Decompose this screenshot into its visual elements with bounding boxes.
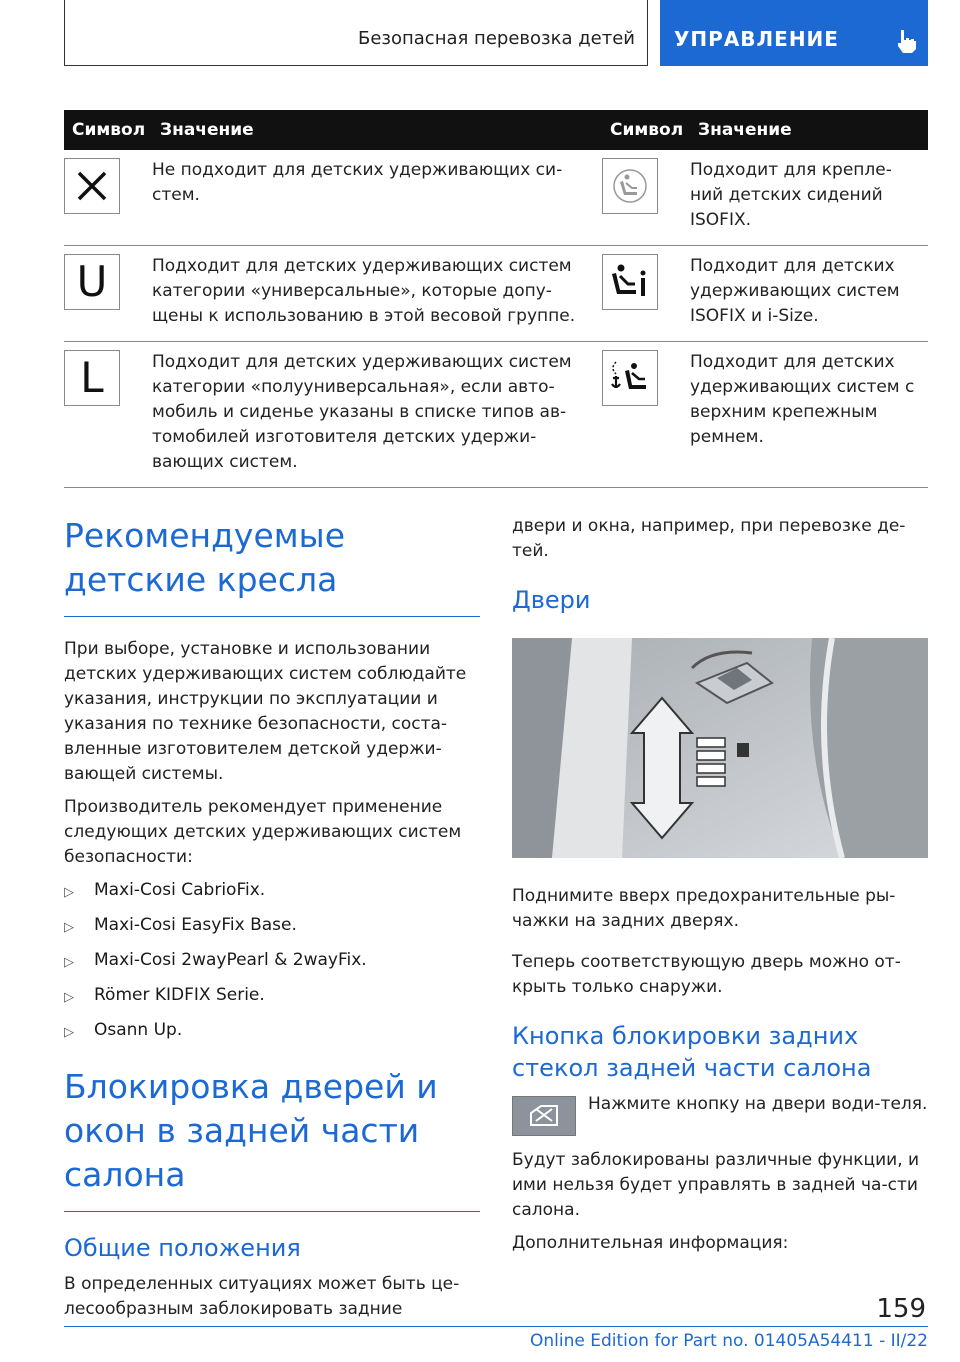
table-cell-text: Подходит для крепле-ний детских сидений ISOFIX. (690, 150, 928, 246)
paragraph: Будут заблокированы различные функции, и ими нельзя будет управлять в задней ча-сти салона. (512, 1150, 920, 1220)
list-item: ▷ Maxi-Cosi 2wayPearl & 2wayFix. (64, 948, 480, 975)
door-lock-lever-illustration (512, 638, 928, 858)
symbols-table (64, 110, 928, 488)
bullet-triangle-icon: ▷ (64, 1025, 74, 1040)
table-cell-text: Подходит для детских удерживающих систем категории «полууниверсальная», если авто-мобиль и сиденье указаны в списке типов ав-томобилей изготовителя детских удержи-вающих систем. (152, 342, 602, 488)
table-cell-text: Не подходит для детских удерживающих си-стем. (152, 150, 602, 246)
footer-divider (64, 1326, 928, 1327)
page-number: 159 (876, 1294, 926, 1324)
paragraph: В определенных ситуациях может быть це-лесообразным заблокировать задние (64, 1274, 460, 1319)
table-cell-text: Подходит для детских удерживающих систем категории «универсальные», которые допу-щены к использованию в этой весовой группе. (152, 246, 602, 342)
bullet-triangle-icon: ▷ (64, 990, 74, 1005)
list-item: ▷ Maxi-Cosi CabrioFix. (64, 878, 480, 905)
table-cell-text: Подходит для детских удерживающих систем с верхним крепежным ремнем. (690, 342, 928, 488)
page-header (64, 0, 928, 66)
isofix-seat-icon (602, 158, 658, 214)
subsection-title-window-lock: Кнопка блокировки задних стекол задней части салона (512, 1022, 872, 1082)
header-section-title: УПРАВЛЕНИЕ (674, 27, 839, 51)
letter-l: L (80, 353, 104, 402)
header-meaning-1: Значение (152, 110, 602, 150)
header-symbol-2: Символ (602, 110, 690, 150)
header-chapter-title: Безопасная перевозка детей (358, 28, 635, 49)
window-lock-button-icon (512, 1096, 576, 1136)
letter-l-icon (64, 350, 120, 406)
window-lock-instruction (512, 1092, 928, 1136)
section-title-recommended-seats: Рекомендуемые детские кресла (64, 514, 480, 617)
paragraph: Нажмите кнопку на двери води-теля. (588, 1094, 928, 1114)
paragraph: двери и окна, например, при перевозке де-тей. (512, 516, 906, 561)
footer-edition: Online Edition for Part no. 01405A54411 - II/22 (529, 1331, 928, 1351)
table-row (64, 150, 928, 246)
table-row (64, 342, 928, 488)
bullet-triangle-icon: ▷ (64, 920, 74, 935)
section-title-door-lock: Блокировка дверей и окон в задней части салона (64, 1065, 480, 1212)
letter-u-icon (64, 254, 120, 310)
table-row (64, 246, 928, 342)
header-section-box (660, 0, 928, 66)
bullet-triangle-icon: ▷ (64, 955, 74, 970)
pointing-hand-icon (894, 28, 918, 54)
bullet-triangle-icon: ▷ (64, 885, 74, 900)
subsection-title-general: Общие положения (64, 1234, 301, 1262)
table-cell-text: Подходит для детских удерживающих систем ISOFIX и i-Size. (690, 246, 928, 342)
letter-u: U (76, 257, 108, 306)
seat-list (64, 878, 480, 1045)
paragraph: Поднимите вверх предохранительные ры-чажки на задних дверях. (512, 886, 896, 931)
list-item: ▷ Osann Up. (64, 1018, 480, 1045)
cross-icon (64, 158, 120, 214)
list-item: ▷ Maxi-Cosi EasyFix Base. (64, 913, 480, 940)
top-tether-anchor-icon (602, 350, 658, 406)
list-item: ▷ Römer KIDFIX Serie. (64, 983, 480, 1010)
paragraph: Дополнительная информация: (512, 1233, 789, 1253)
subsection-title-doors: Двери (512, 586, 591, 614)
paragraph: Теперь соответствующую дверь можно от-крыть только снаружи. (512, 952, 901, 997)
header-meaning-2: Значение (690, 110, 928, 150)
right-column (512, 514, 928, 1264)
paragraph: Производитель рекомендует применение следующих детских удерживающих систем безопасности: (64, 797, 462, 867)
paragraph: При выборе, установке и использовании детских удерживающих систем соблюдайте указания, инструкции по эксплуатации и указания по технике безопасности, соста-вленные изготовителем детской удержи-вающей системы. (64, 639, 467, 784)
header-symbol-1: Символ (64, 110, 152, 150)
header-chapter-box (64, 0, 648, 66)
left-column (64, 514, 480, 1330)
table-header-row (64, 110, 928, 150)
isofix-i-size-icon (602, 254, 658, 310)
